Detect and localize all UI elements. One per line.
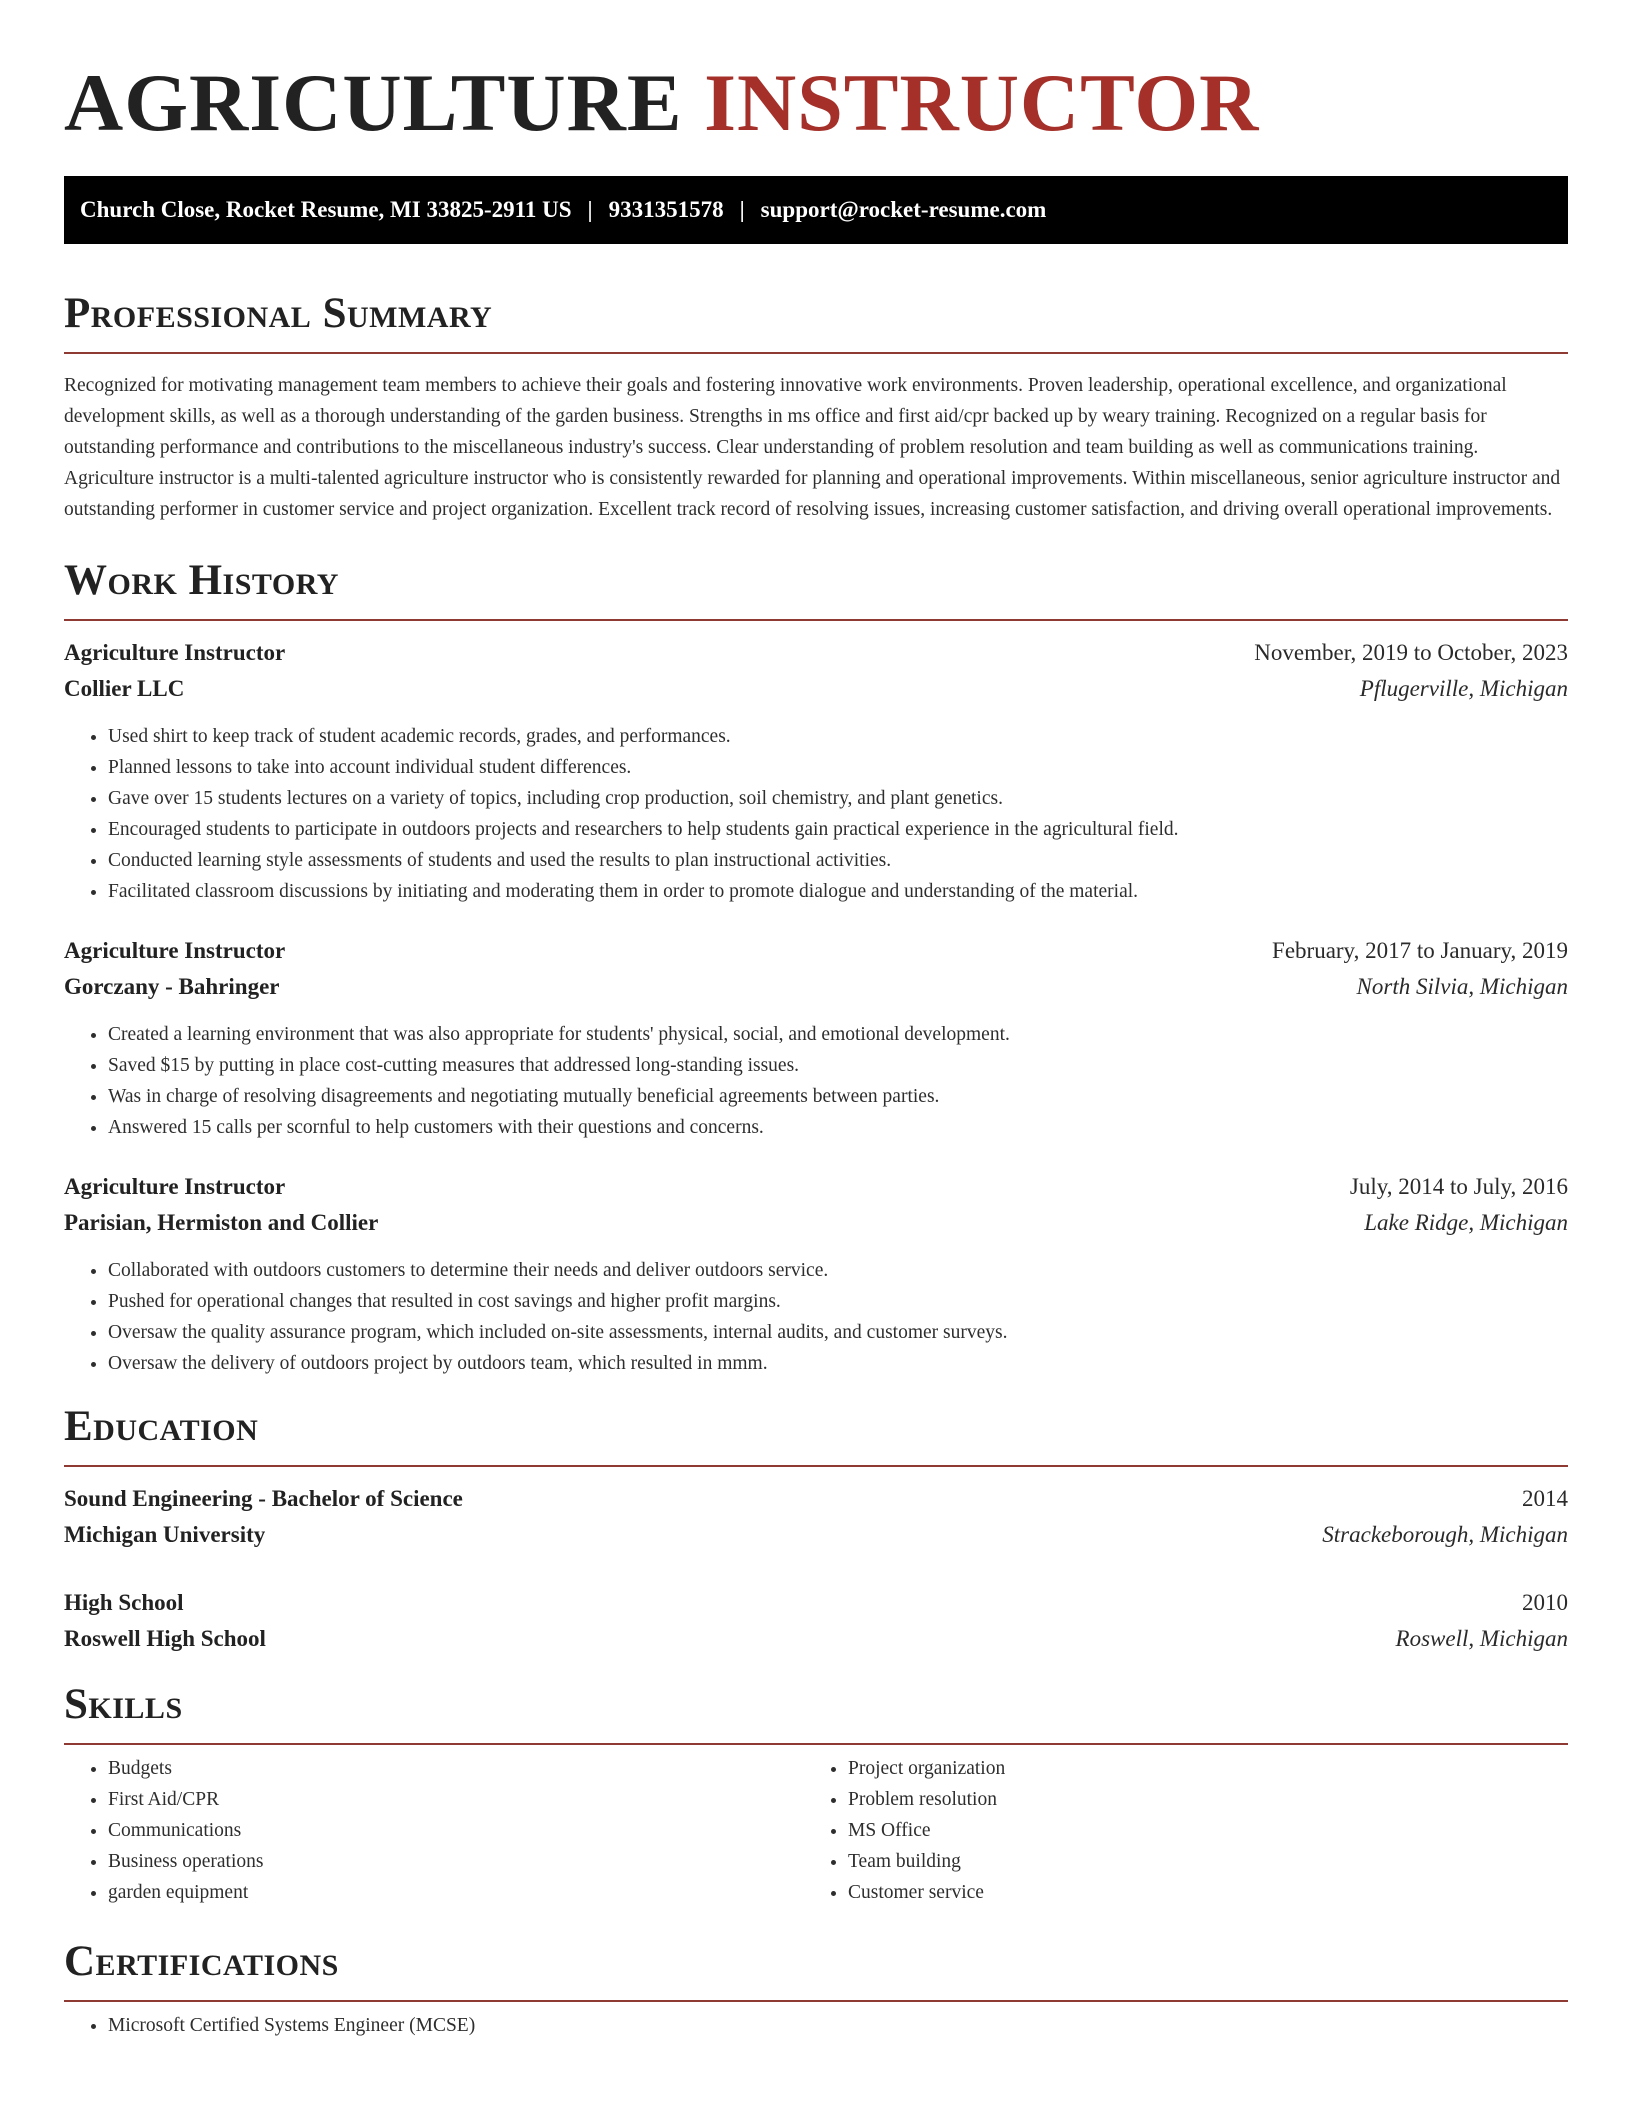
job-bullet: • Encouraged students to participate in outdoors projects and researchers to help students gain practical experience in the agricultural field. bbox=[108, 814, 1568, 845]
contact-separator: | bbox=[739, 197, 745, 222]
skills-list bbox=[64, 1753, 804, 1908]
skill-item: • Business operations bbox=[108, 1846, 804, 1877]
certification-item: • Microsoft Certified Systems Engineer (MCSE) bbox=[108, 2010, 1568, 2041]
job-entry bbox=[64, 933, 1568, 1143]
skills-section bbox=[64, 1679, 1568, 1908]
education-school: Michigan University bbox=[64, 1522, 266, 1547]
contact-phone[interactable]: 9331351578 bbox=[608, 197, 724, 222]
education-section bbox=[64, 1401, 1568, 1657]
education-school: Roswell High School bbox=[64, 1626, 266, 1651]
job-bullet: • Planned lessons to take into account individual student differences. bbox=[108, 752, 1568, 783]
job-title: Agriculture Instructor bbox=[64, 1174, 286, 1199]
skill-item: • MS Office bbox=[848, 1815, 1544, 1846]
summary-section bbox=[64, 288, 1568, 525]
certifications-section bbox=[64, 1936, 1568, 2041]
skills-columns bbox=[64, 1753, 1568, 1908]
skill-item: • Customer service bbox=[848, 1877, 1544, 1908]
skill-item: • Project organization bbox=[848, 1753, 1544, 1784]
contact-bar bbox=[64, 176, 1568, 244]
job-location: Pflugerville, Michigan bbox=[1359, 676, 1568, 701]
education-location: Roswell, Michigan bbox=[1395, 1626, 1568, 1651]
education-header-row bbox=[64, 1585, 1568, 1621]
education-year: 2010 bbox=[1522, 1590, 1568, 1615]
section-title-skills: Skills bbox=[64, 1681, 183, 1728]
skills-list bbox=[804, 1753, 1544, 1908]
job-bullet: • Conducted learning style assessments of students and used the results to plan instructional activities. bbox=[108, 845, 1568, 876]
job-bullet: • Used shirt to keep track of student academic records, grades, and performances. bbox=[108, 721, 1568, 752]
job-entry bbox=[64, 1169, 1568, 1379]
job-header-row bbox=[64, 635, 1568, 671]
job-bullets bbox=[64, 1255, 1568, 1379]
job-bullets bbox=[64, 721, 1568, 907]
section-divider bbox=[64, 1465, 1568, 1467]
education-entry bbox=[64, 1585, 1568, 1657]
skill-item: • First Aid/CPR bbox=[108, 1784, 804, 1815]
education-school-row bbox=[64, 1517, 1568, 1553]
skill-item: • Communications bbox=[108, 1815, 804, 1846]
job-bullet: • Collaborated with outdoors customers to determine their needs and deliver outdoors service. bbox=[108, 1255, 1568, 1286]
contact-address: Church Close, Rocket Resume, MI 33825-2911 US bbox=[80, 197, 572, 222]
job-company: Gorczany - Bahringer bbox=[64, 974, 280, 999]
section-title-work-history: Work History bbox=[64, 557, 339, 604]
education-degree: High School bbox=[64, 1590, 184, 1615]
section-divider bbox=[64, 619, 1568, 621]
job-bullet: • Gave over 15 students lectures on a variety of topics, including crop production, soil chemistry, and plant genetics. bbox=[108, 783, 1568, 814]
job-dates: February, 2017 to January, 2019 bbox=[1272, 938, 1568, 963]
job-company: Collier LLC bbox=[64, 676, 185, 701]
education-degree: Sound Engineering - Bachelor of Science bbox=[64, 1486, 463, 1511]
skills-column-left bbox=[64, 1753, 804, 1908]
skill-item: • Team building bbox=[848, 1846, 1544, 1877]
job-bullet: • Oversaw the delivery of outdoors project by outdoors team, which resulted in mmm. bbox=[108, 1348, 1568, 1379]
work-history-section bbox=[64, 555, 1568, 1379]
education-school-row bbox=[64, 1621, 1568, 1657]
job-company-row bbox=[64, 1205, 1568, 1241]
contact-email[interactable]: support@rocket-resume.com bbox=[760, 197, 1047, 222]
job-bullets bbox=[64, 1019, 1568, 1143]
education-entry bbox=[64, 1481, 1568, 1553]
job-dates: November, 2019 to October, 2023 bbox=[1254, 640, 1568, 665]
skill-item: • garden equipment bbox=[108, 1877, 804, 1908]
job-title: Agriculture Instructor bbox=[64, 938, 286, 963]
skills-column-right bbox=[804, 1753, 1544, 1908]
education-header-row bbox=[64, 1481, 1568, 1517]
job-bullet: • Answered 15 calls per scornful to help customers with their questions and concerns. bbox=[108, 1112, 1568, 1143]
section-divider bbox=[64, 1743, 1568, 1745]
education-location: Strackeborough, Michigan bbox=[1322, 1522, 1568, 1547]
section-title-summary: Professional Summary bbox=[64, 290, 493, 337]
job-bullet: • Created a learning environment that was also appropriate for students' physical, social, and emotional development. bbox=[108, 1019, 1568, 1050]
job-header-row bbox=[64, 1169, 1568, 1205]
job-location: Lake Ridge, Michigan bbox=[1364, 1210, 1568, 1235]
name-second: INSTRUCTOR bbox=[704, 57, 1260, 148]
education-year: 2014 bbox=[1522, 1486, 1568, 1511]
certifications-list bbox=[64, 2010, 1568, 2041]
skill-item: • Problem resolution bbox=[848, 1784, 1544, 1815]
job-entry bbox=[64, 635, 1568, 907]
job-bullet: • Pushed for operational changes that resulted in cost savings and higher profit margins. bbox=[108, 1286, 1568, 1317]
section-title-certifications: Certifications bbox=[64, 1938, 339, 1985]
summary-text: Recognized for motivating management team members to achieve their goals and fostering innovative work environments. Proven leadership, operational excellence, and organizational development skills, as well as a thorough understanding of the garden business. Strengths in ms office and first aid/cpr backed up by weary training. Recognized on a regular basis for outstanding performance and contributions to the miscellaneous industry's success. Clear understanding of problem resolution and team building as well as communications training. Agriculture instructor is a multi-talented agriculture instructor who is consistently rewarded for planning and operational improvements. Within miscellaneous, senior agriculture instructor and outstanding performer in customer service and project organization. Excellent track record of resolving issues, increasing customer satisfaction, and driving overall operational improvements. bbox=[64, 375, 1561, 520]
skill-item: • Budgets bbox=[108, 1753, 804, 1784]
job-company-row bbox=[64, 671, 1568, 707]
job-header-row bbox=[64, 933, 1568, 969]
job-bullet: • Was in charge of resolving disagreements and negotiating mutually beneficial agreements between parties. bbox=[108, 1081, 1568, 1112]
job-title: Agriculture Instructor bbox=[64, 640, 286, 665]
job-company: Parisian, Hermiston and Collier bbox=[64, 1210, 379, 1235]
section-divider bbox=[64, 2000, 1568, 2002]
section-divider bbox=[64, 352, 1568, 354]
job-company-row bbox=[64, 969, 1568, 1005]
job-bullet: • Facilitated classroom discussions by initiating and moderating them in order to promote dialogue and understanding of the material. bbox=[108, 876, 1568, 907]
job-bullet: • Oversaw the quality assurance program, which included on-site assessments, internal audits, and customer surveys. bbox=[108, 1317, 1568, 1348]
name-first: AGRICULTURE bbox=[64, 57, 683, 148]
job-dates: July, 2014 to July, 2016 bbox=[1349, 1174, 1568, 1199]
job-bullet: • Saved $15 by putting in place cost-cutting measures that addressed long-standing issues. bbox=[108, 1050, 1568, 1081]
contact-separator: | bbox=[587, 197, 593, 222]
resume-name bbox=[64, 52, 1568, 154]
section-title-education: Education bbox=[64, 1403, 259, 1450]
job-location: North Silvia, Michigan bbox=[1356, 974, 1568, 999]
